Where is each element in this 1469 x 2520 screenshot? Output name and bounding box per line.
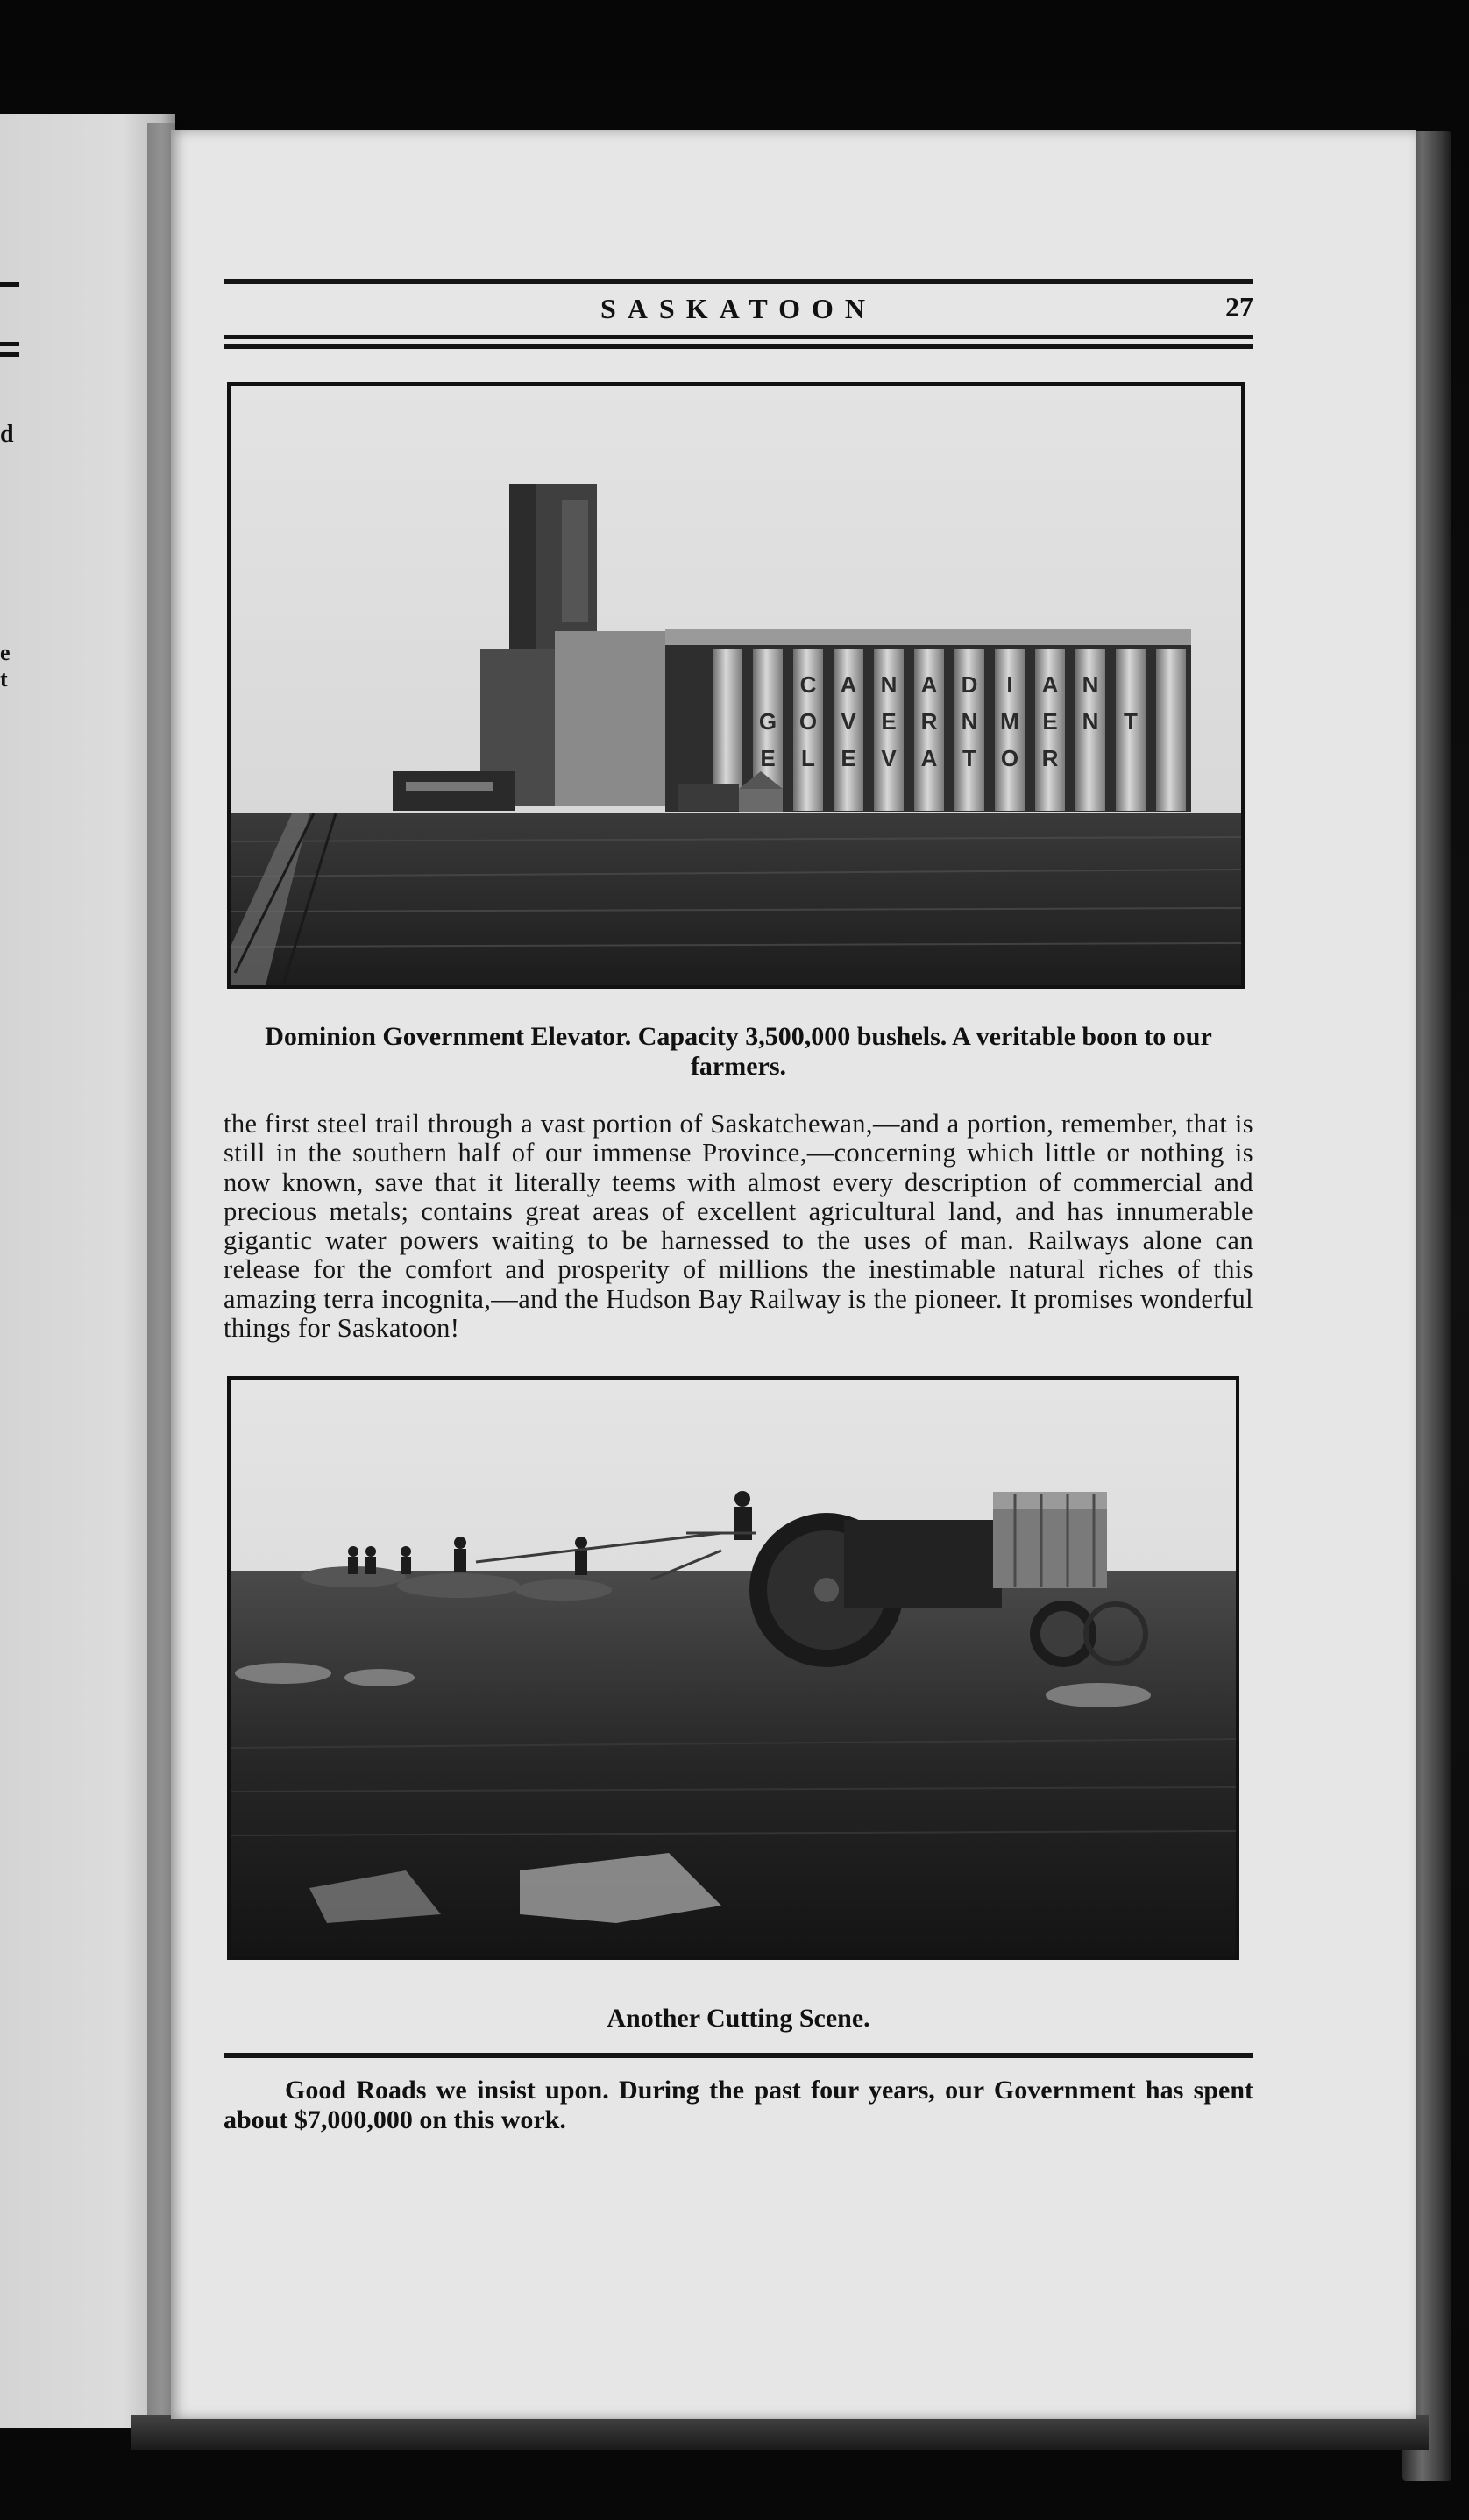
header-bottom-double-rule	[224, 335, 1253, 349]
silo-letter: A	[840, 671, 857, 698]
silo-letter: A	[920, 745, 938, 771]
book-bottom-edge	[131, 2415, 1429, 2450]
footer-rule	[224, 2053, 1253, 2058]
silo-letter: A	[1041, 671, 1059, 698]
silo-letter: M	[1000, 708, 1019, 735]
cutting-scene-photograph	[227, 1376, 1239, 1960]
silo-letter: R	[1041, 745, 1059, 771]
silo-letter: L	[801, 745, 815, 771]
left-page-rule	[0, 282, 19, 287]
silo-letter: O	[1000, 745, 1019, 771]
silo-letter: T	[1124, 708, 1138, 735]
silo-letter: A	[920, 671, 938, 698]
left-page-letter: t	[0, 666, 8, 692]
silo-letter: D	[961, 671, 978, 698]
elevator-caption: Dominion Government Elevator. Capacity 3,500,000 bushels. A veritable boon to our farmers.	[265, 1022, 1212, 1081]
silo-letter: N	[1082, 671, 1099, 698]
silo-letter: E	[760, 745, 776, 771]
page-number: 27	[1225, 291, 1253, 323]
silo-letter: N	[1082, 708, 1099, 735]
left-page-rule	[0, 342, 19, 346]
running-head	[224, 284, 1253, 335]
silo-letter: E	[1042, 708, 1058, 735]
left-page-letter: d	[0, 421, 14, 448]
silo-letter: N	[880, 671, 898, 698]
left-page-letter: e	[0, 640, 11, 665]
silo-letter: C	[799, 671, 817, 698]
silo-letter: T	[962, 745, 976, 771]
left-page-rule	[0, 352, 19, 357]
silo-letter: E	[841, 745, 856, 771]
silo-letter: V	[881, 745, 897, 771]
elevator-photograph	[227, 382, 1245, 989]
silo-letter: R	[920, 708, 938, 735]
footer-note: Good Roads we insist upon. During the past four years, our Government has spent about $7,000,000 on this work.	[224, 2076, 1253, 2135]
body-paragraph: the first steel trail through a vast portion of Saskatchewan,—and a portion, remember, that is still in the southern half of our immense Province,—concerning which little or nothing is now known, save that it literally teems with almost every description of commercial and precious metals; contains great areas of excellent agricultural land, and has innumerable gigantic water powers waiting to be harnessed to the uses of man. Railways alone can release for the comfort and prosperity of millions the inestimable natural riches of this amazing terra incognita,—and the Hudson Bay Railway is the pioneer. It promises wonderful things for Saskatoon!	[224, 1109, 1253, 1344]
silo-letter: G	[758, 708, 777, 735]
running-head-title: SASKATOON	[600, 293, 876, 324]
silo-letter: V	[841, 708, 856, 735]
silo-letter: I	[1006, 671, 1013, 698]
silo-letter: N	[961, 708, 978, 735]
silo-letter: O	[798, 708, 818, 735]
page-content	[224, 279, 1253, 2135]
book-page	[171, 130, 1416, 2419]
silo-letter: E	[881, 708, 897, 735]
cutting-scene-caption: Another Cutting Scene.	[607, 2004, 870, 2034]
